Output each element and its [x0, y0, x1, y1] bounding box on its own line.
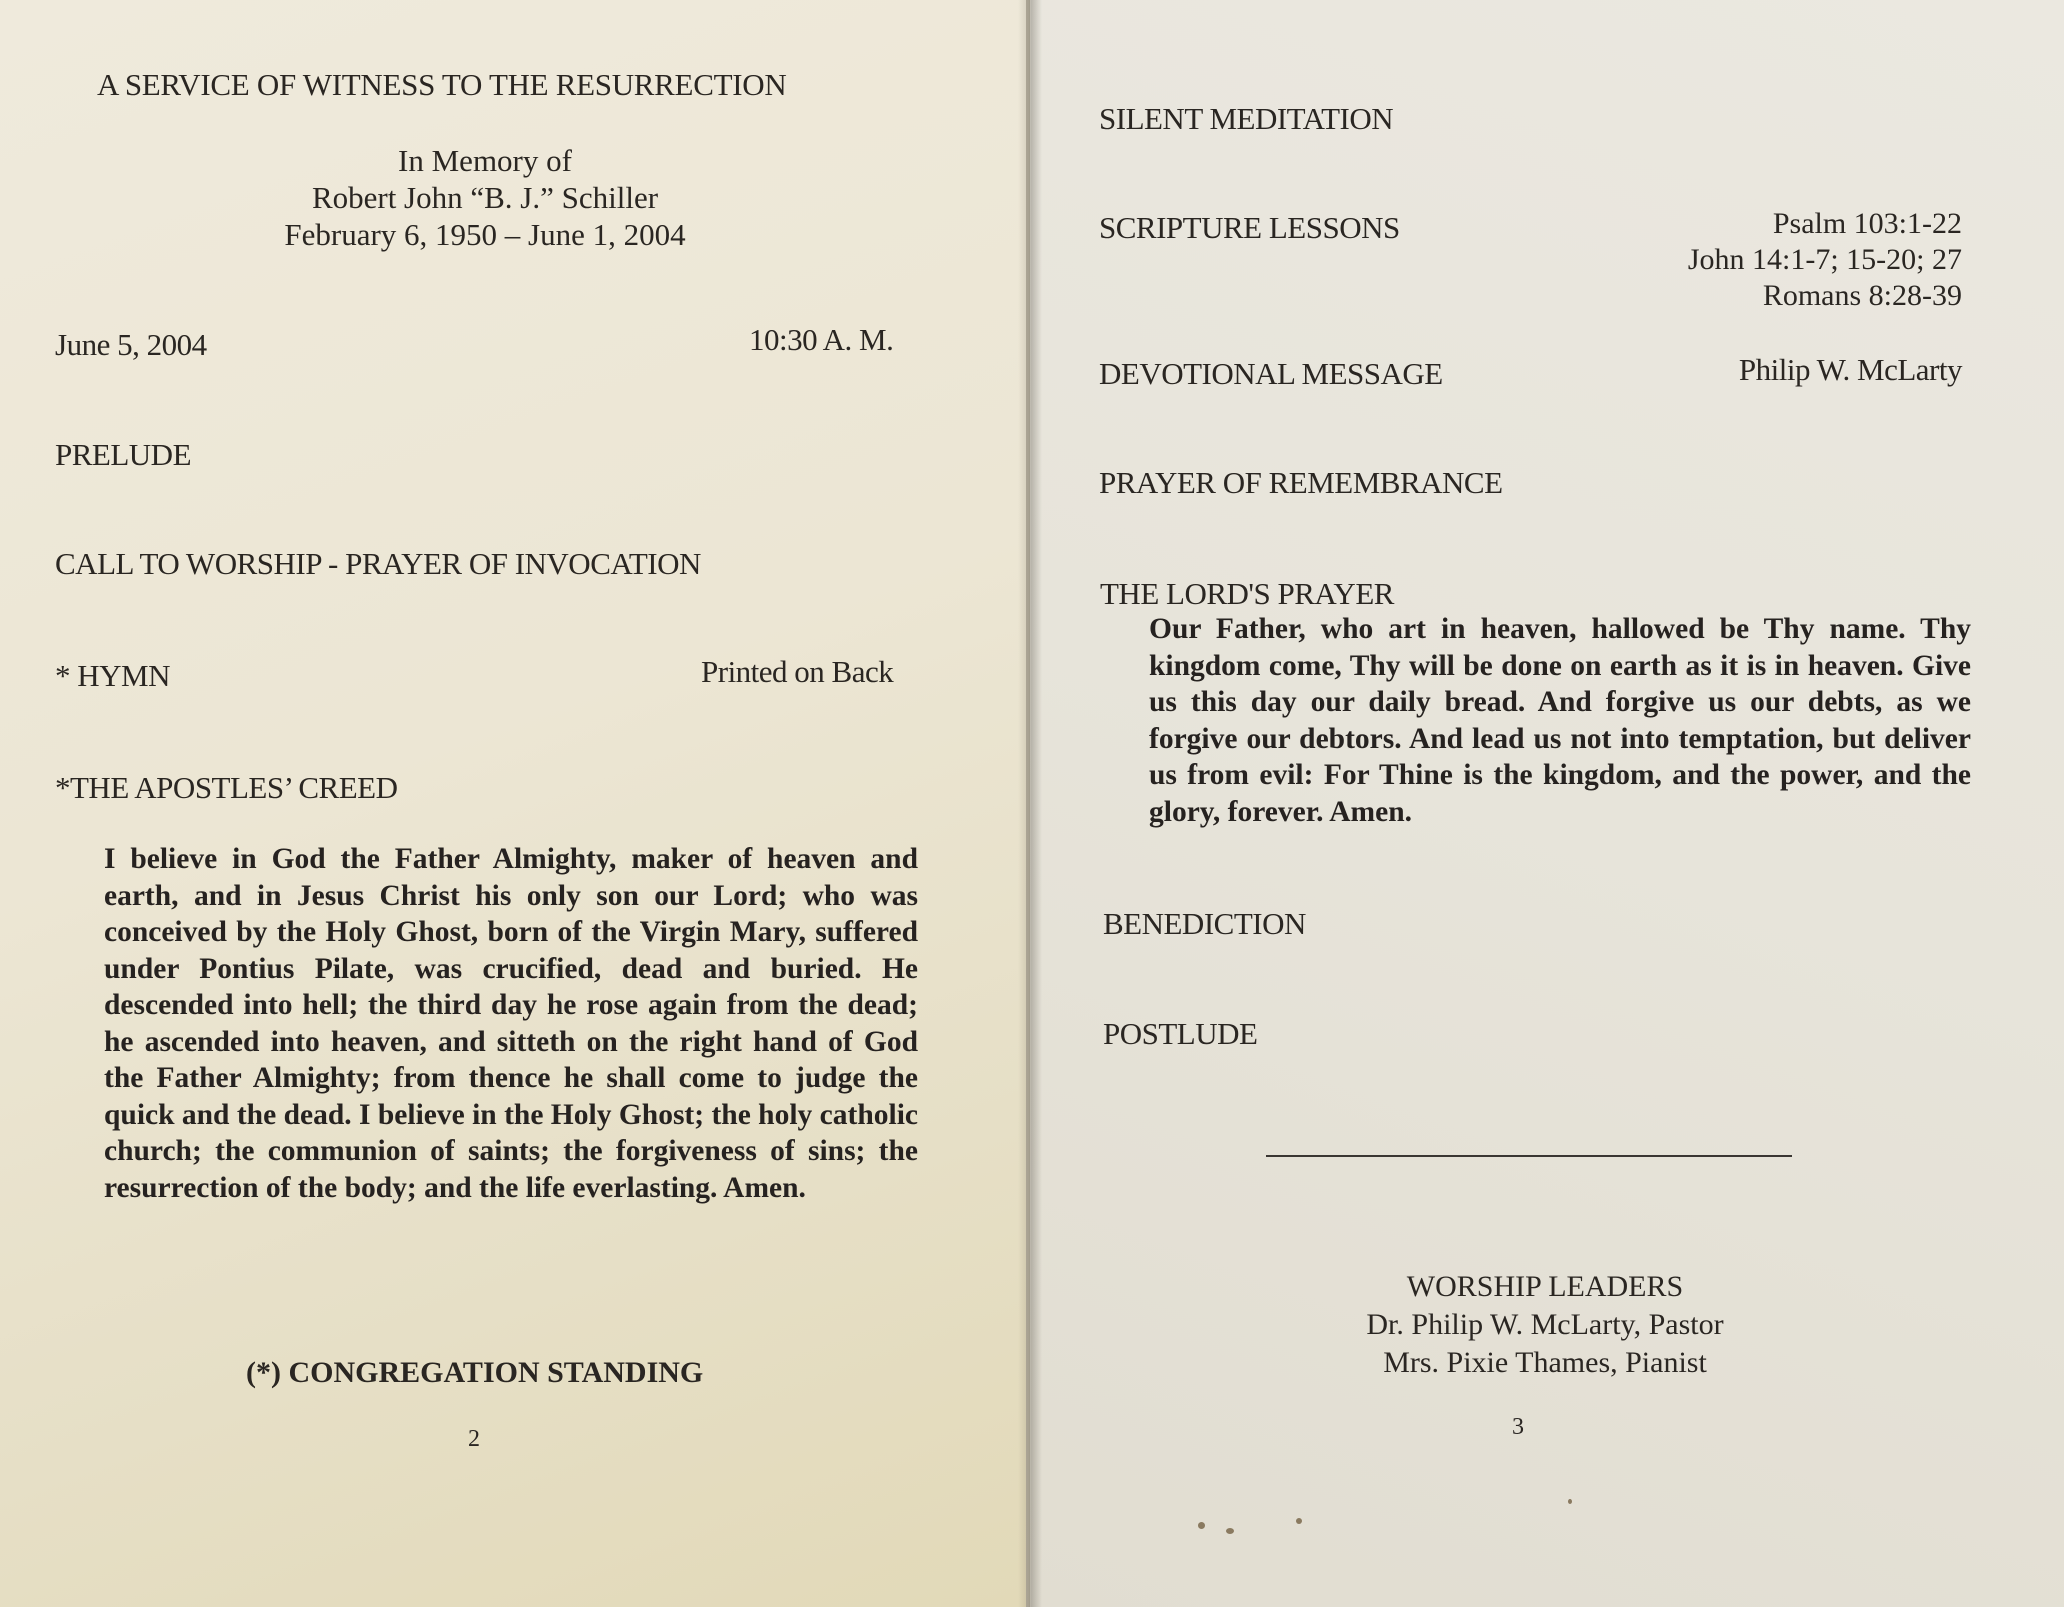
- order-item-benediction: BENEDICTION: [1103, 906, 1306, 941]
- order-item-lords-prayer: THE LORD'S PRAYER: [1100, 576, 1394, 611]
- life-dates: February 6, 1950 – June 1, 2004: [284, 217, 686, 252]
- order-item-apostles-creed: *THE APOSTLES’ CREED: [55, 770, 398, 805]
- worship-leader: Dr. Philip W. McLarty, Pastor: [1366, 1308, 1724, 1341]
- paper-stain: [1226, 1528, 1234, 1534]
- order-item-prayer-of-remembrance: PRAYER OF REMEMBRANCE: [1099, 465, 1503, 500]
- order-item-silent-meditation: SILENT MEDITATION: [1099, 101, 1394, 136]
- scripture-reference: Romans 8:28-39: [1762, 279, 1962, 312]
- devotional-speaker: Philip W. McLarty: [1738, 352, 1962, 387]
- order-item-postlude: POSTLUDE: [1103, 1016, 1258, 1051]
- worship-leaders-block: [1280, 1268, 1810, 1382]
- order-item-scripture-lessons: SCRIPTURE LESSONS: [1099, 210, 1400, 245]
- divider-line: [1266, 1155, 1792, 1157]
- congregation-standing-note: (*) CONGREGATION STANDING: [246, 1356, 704, 1389]
- scripture-reference: Psalm 103:1-22: [1772, 207, 1962, 240]
- hymn-note: Printed on Back: [701, 654, 894, 689]
- order-item-hymn: * HYMN: [55, 658, 170, 693]
- worship-leader: Mrs. Pixie Thames, Pianist: [1383, 1346, 1707, 1379]
- service-title: A SERVICE OF WITNESS TO THE RESURRECTION: [97, 67, 787, 102]
- page-number-left: 2: [468, 1426, 480, 1452]
- worship-leaders-heading: WORSHIP LEADERS: [1406, 1270, 1684, 1303]
- page-number-right: 3: [1512, 1414, 1524, 1440]
- order-item-devotional-message: DEVOTIONAL MESSAGE: [1099, 356, 1443, 391]
- order-item-prelude: PRELUDE: [55, 437, 191, 472]
- memory-line: In Memory of: [398, 143, 572, 178]
- scripture-list: [1560, 206, 1962, 314]
- service-date: June 5, 2004: [55, 327, 207, 362]
- program-page-right: [1030, 0, 2064, 1607]
- paper-stain: [1568, 1499, 1572, 1504]
- memorial-block: [200, 142, 770, 253]
- program-page-left: [0, 0, 1026, 1607]
- lords-prayer-text: Our Father, who art in heaven, hallowed be Thy name. Thy kingdom come, Thy will be done on earth as it is in heaven. Give us this day our daily bread. And forgive us our debts, as we forgive our debtors. And lead us not into temptation, but deliver us from evil: For Thine is the kingdom, and the power, and the glory, forever. Amen.: [1149, 613, 1971, 828]
- apostles-creed-text: I believe in God the Father Almighty, maker of heaven and earth, and in Jesus Christ his only son our Lord; who was conceived by the Holy Ghost, born of the Virgin Mary, suffered under Pontius Pilate, was crucified, dead and buried. He descended into hell; the third day he rose again from the dead; he ascended into heaven, and sitteth on the right hand of God the Father Almighty; from thence he shall come to judge the quick and the dead. I believe in the Holy Ghost; the holy catholic church; the communion of saints; the forgiveness of sins; the resurrection of the body; and the life everlasting. Amen.: [104, 843, 918, 1204]
- scripture-reference: John 14:1-7; 15-20; 27: [1687, 243, 1962, 276]
- deceased-name: Robert John “B. J.” Schiller: [311, 180, 659, 215]
- order-item-call-to-worship: CALL TO WORSHIP - PRAYER OF INVOCATION: [55, 546, 701, 581]
- paper-stain: [1198, 1522, 1205, 1529]
- service-time: 10:30 A. M.: [749, 322, 894, 357]
- center-fold: [1018, 0, 1042, 1607]
- paper-stain: [1296, 1518, 1302, 1524]
